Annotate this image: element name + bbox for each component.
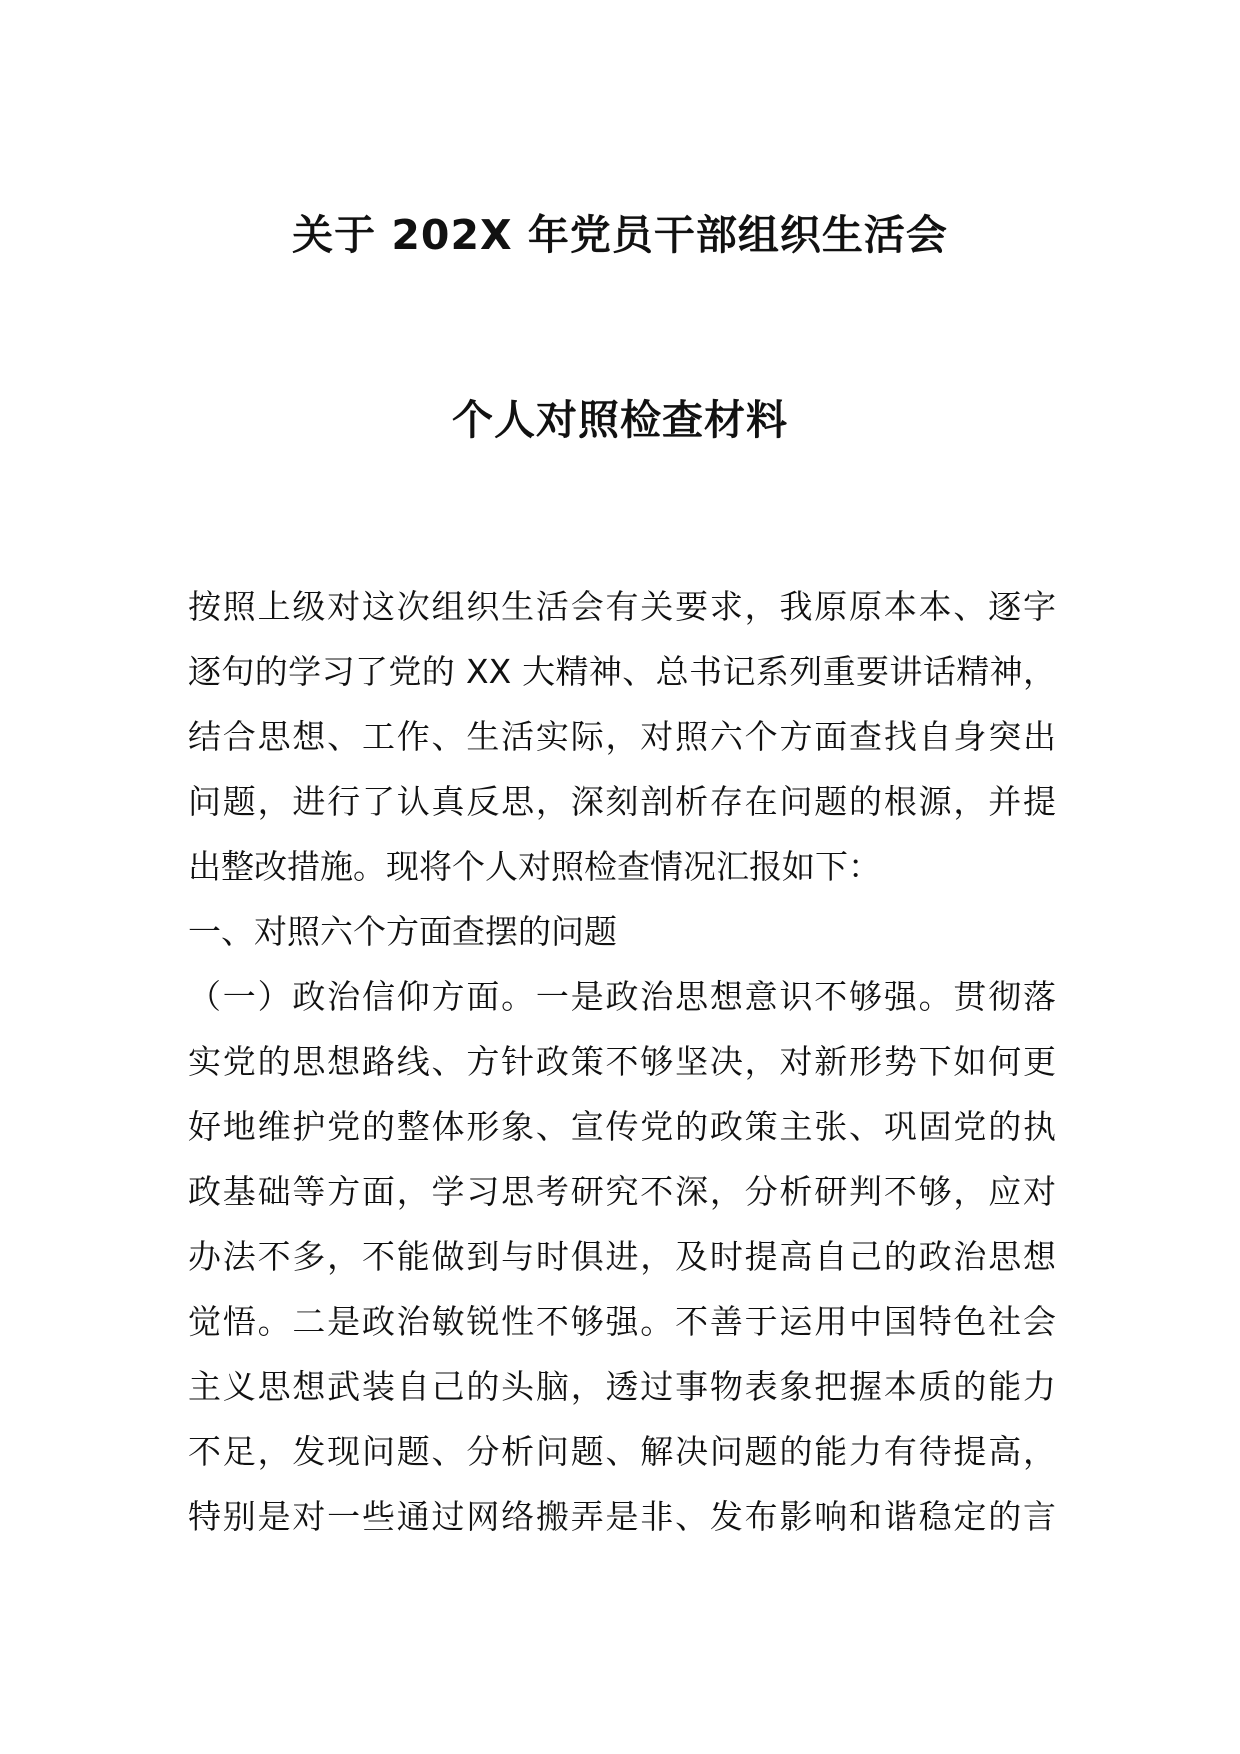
body-line: 逐句的学习了党的 XX 大精神、总书记系列重要讲话精神， (188, 652, 1056, 691)
body-line: 政基础等方面，学习思考研究不深，分析研判不够，应对 (188, 1172, 1056, 1211)
body-line: 觉悟。二是政治敏锐性不够强。不善于运用中国特色社会 (188, 1302, 1056, 1341)
body-line: 出整改措施。现将个人对照检查情况汇报如下： (188, 847, 881, 886)
document-body (188, 574, 1056, 1549)
body-line: 结合思想、工作、生活实际，对照六个方面查找自身突出 (188, 717, 1056, 756)
section-heading: 一、对照六个方面查摆的问题 (188, 912, 617, 951)
body-line: 按照上级对这次组织生活会有关要求，我原原本本、逐字 (188, 587, 1056, 626)
document-title-line-2: 个人对照检查材料 (452, 396, 788, 444)
body-line: 好地维护党的整体形象、宣传党的政策主张、巩固党的执 (188, 1107, 1056, 1146)
body-line: 不足，发现问题、分析问题、解决问题的能力有待提高， (188, 1432, 1056, 1471)
body-line: （一）政治信仰方面。一是政治思想意识不够强。贯彻落 (188, 977, 1056, 1016)
document-title-line-1: 关于 202X 年党员干部组织生活会 (292, 211, 948, 259)
body-line: 办法不多，不能做到与时俱进，及时提高自己的政治思想 (188, 1237, 1056, 1276)
body-line: 实党的思想路线、方针政策不够坚决，对新形势下如何更 (188, 1042, 1056, 1081)
body-line: 问题，进行了认真反思，深刻剖析存在问题的根源，并提 (188, 782, 1056, 821)
body-line: 主义思想武装自己的头脑，透过事物表象把握本质的能力 (188, 1367, 1056, 1406)
body-line: 特别是对一些通过网络搬弄是非、发布影响和谐稳定的言 (188, 1497, 1056, 1536)
